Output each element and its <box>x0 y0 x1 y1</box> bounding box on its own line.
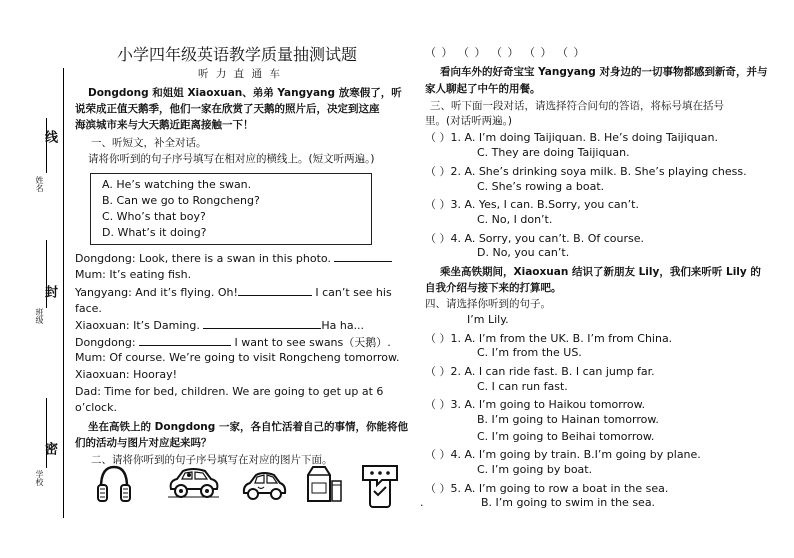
answer-blank-4[interactable] <box>139 335 231 346</box>
option-c: C. Who’s that boy? <box>102 210 206 223</box>
answer-paren[interactable]: （ ） <box>425 165 451 178</box>
bracket-3[interactable]: （ ） <box>491 46 520 59</box>
q4-5: （ ）5. A. I’m going to row a boat in the sea. <box>425 482 669 495</box>
dialogue-line-3-cont: face. <box>75 302 102 315</box>
q3-4: （ ）4. A. Sorry, you can’t. B. Of course. <box>425 232 644 245</box>
class-label: 班级 <box>35 308 44 324</box>
q4-3-c: C. I’m going to Beihai tomorrow. <box>477 430 655 443</box>
page-title: 小学四年级英语教学质量抽测试题 <box>117 45 358 64</box>
name-rule <box>46 118 47 173</box>
dense-mark: 密 <box>42 442 57 455</box>
dialogue-line-4: Xiaoxuan: It’s Daming. Ha ha... <box>75 319 365 332</box>
binding-line <box>63 68 64 518</box>
q4-2: （ ）2. A. I can ride fast. B. I can jump far. <box>425 365 655 378</box>
answer-paren[interactable]: （ ） <box>425 198 451 211</box>
section-1-title: 一、听短文，补全对话。 <box>91 137 207 149</box>
dialogue-line-3: Yangyang: And it’s flying. Oh! I can’t see his <box>75 286 392 299</box>
q4-1: （ ）1. A. I’m from the UK. B. I’m from China. <box>425 332 673 345</box>
stray-dot: . <box>420 496 424 509</box>
q3-1: （ ）1. A. I’m doing Taijiquan. B. He’s doing Taijiquan. <box>425 131 718 144</box>
answer-paren[interactable]: （ ） <box>425 131 451 144</box>
section-2-title: 二、请将你听到的句子序号填写在对应的图片下面。 <box>91 454 333 466</box>
q4-4: （ ）4. A. I’m going by train. B.I’m going by plane. <box>425 448 701 461</box>
dialogue-line-1: Dongdong: Look, there is a swan in this photo. <box>75 251 392 265</box>
q4-5-b: B. I’m going to swim in the sea. <box>481 496 656 509</box>
school-rule <box>46 398 47 468</box>
dialogue-line-7: Xiaoxuan: Hooray! <box>75 368 178 381</box>
q3-2: （ ）2. A. She’s drinking soya milk. B. She’s playing chess. <box>425 165 747 178</box>
q4-2-c: C. I can run fast. <box>477 380 568 393</box>
dialogue-line-6: Mum: Of course. We’re going to visit Rongcheng tomorrow. <box>75 351 400 364</box>
section-4-title: 四、请选择你听到的句子。 <box>425 298 551 310</box>
intro-line-4: 坐在高铁上的 Dongdong 一家，各自忙活着自己的事情，你能将他 <box>88 421 408 433</box>
intro-line-2: 说荣成正值天鹅季，他们一家在欣赏了天鹅的照片后，决定到这座 <box>75 103 380 115</box>
bracket-5[interactable]: （ ） <box>557 46 586 59</box>
option-b: B. Can we go to Rongcheng? <box>102 194 260 207</box>
section-3-title: 三、听下面一段对话，请选择符合问句的答语，将标号填在括号 <box>430 100 724 112</box>
car-icon-2 <box>240 463 288 505</box>
line-mark: 线 <box>42 130 57 143</box>
q3-2-c: C. She’s rowing a boat. <box>477 180 605 193</box>
name-label: 姓名 <box>35 176 44 192</box>
answer-blank-2[interactable] <box>238 285 312 296</box>
dialogue-line-8: Dad: Time for bed, children. We are going to get up at 6 <box>75 385 384 398</box>
right-intro-2: 家人聊起了中午的用餐。 <box>425 83 541 95</box>
answer-paren[interactable]: （ ） <box>425 365 451 378</box>
intro-line-1: Dongdong 和姐姐 Xiaoxuan、弟弟 Yangyang 放寒假了，听 <box>88 87 402 99</box>
phone-message-icon <box>360 463 400 509</box>
bracket-4[interactable]: （ ） <box>524 46 553 59</box>
dialogue-line-8-cont: o’clock. <box>75 401 117 414</box>
milk-carton-icon <box>302 463 344 505</box>
q4-4-c: C. I’m going by boat. <box>477 463 593 476</box>
dialogue-line-5: Dongdong: I want to see swans（天鹅）. <box>75 336 391 349</box>
q4-1-c: C. I’m from the US. <box>477 346 582 359</box>
section-1-instruction: 请将你听到的句子序号填写在相对应的横线上。(短文听两遍。) <box>88 153 375 165</box>
answer-paren[interactable]: （ ） <box>425 448 451 461</box>
intro-line-5: 们的活动与图片对应起来吗？ <box>75 437 212 449</box>
top-brackets <box>425 44 586 60</box>
q4-3-b: B. I’m going to Hainan tomorrow. <box>477 413 659 426</box>
q3-1-c: C. They are doing Taijiquan. <box>477 146 630 159</box>
page-subtitle: 听 力 直 通 车 <box>198 68 282 80</box>
lily-line: I’m Lily. <box>467 313 509 326</box>
q4-3: （ ）3. A. I’m going to Haikou tomorrow. <box>425 398 646 411</box>
answer-paren[interactable]: （ ） <box>425 398 451 411</box>
section-3-instruction: 里。(对话听两遍。) <box>425 115 512 127</box>
bracket-1[interactable]: （ ） <box>425 46 454 59</box>
right-intro-1: 看向车外的好奇宝宝 Yangyang 对身边的一切事物都感到新奇，并与 <box>440 66 768 78</box>
answer-blank-3[interactable] <box>203 318 321 329</box>
answer-paren[interactable]: （ ） <box>425 482 451 495</box>
car-icon <box>165 463 221 503</box>
right-intro-3: 乘坐高铁期间，Xiaoxuan 结识了新朋友 Lily，我们来听听 Lily 的 <box>440 266 761 278</box>
option-a: A. He’s watching the swan. <box>102 178 252 191</box>
right-intro-4: 自我介绍与接下来的打算吧。 <box>425 282 562 294</box>
dialogue-line-2: Mum: It’s eating fish. <box>75 268 192 281</box>
intro-line-3: 海滨城市来与大天鹅近距离接触一下！ <box>75 119 254 131</box>
q3-3-c: C. No, I don’t. <box>477 213 553 226</box>
seal-mark: 封 <box>42 285 57 298</box>
school-label: 学校 <box>35 470 44 486</box>
q3-3: （ ）3. A. Yes, I can. B.Sorry, you can’t. <box>425 198 639 211</box>
bracket-2[interactable]: （ ） <box>458 46 487 59</box>
option-d: D. What’s it doing? <box>102 226 207 239</box>
headphones-icon <box>96 463 132 505</box>
answer-blank-1[interactable] <box>334 251 392 262</box>
answer-paren[interactable]: （ ） <box>425 232 451 245</box>
q3-4-d: D. No, you can’t. <box>477 246 570 259</box>
answer-paren[interactable]: （ ） <box>425 332 451 345</box>
